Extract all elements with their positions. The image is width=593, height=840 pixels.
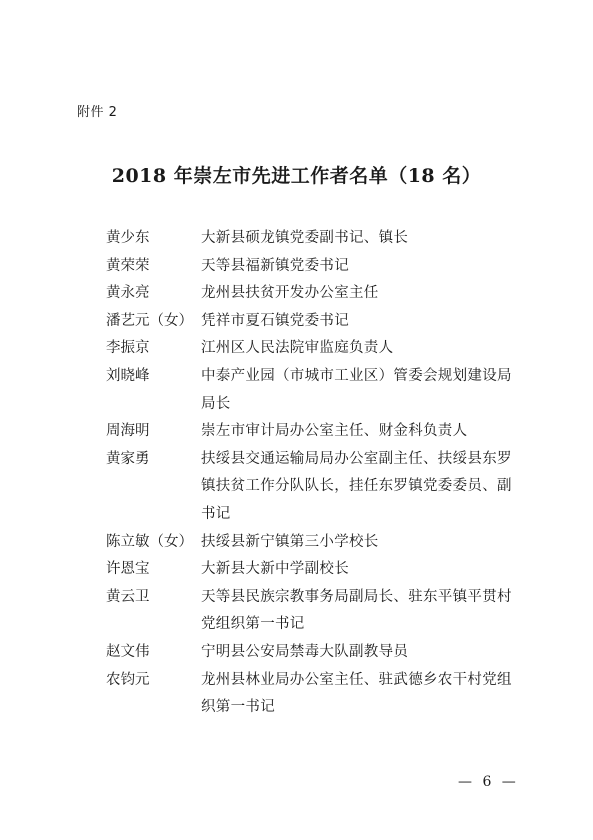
document-title: 2018 年崇左市先进工作者名单（18 名） — [111, 165, 482, 187]
awardee-position: 大新县大新中学副校长 — [201, 561, 349, 578]
awardee-name: 黄云卫 — [106, 588, 150, 605]
awardee-name: 周海明 — [106, 423, 150, 440]
awardee-position: 江州区人民法院审监庭负责人 — [201, 340, 394, 357]
awardee-position: 凭祥市夏石镇党委书记 — [201, 312, 349, 329]
page-number: — 6 — — [458, 774, 519, 790]
list-item — [106, 584, 526, 639]
awardee-name: 潘艺元（女） — [106, 312, 193, 329]
awardee-name: 刘晓峰 — [106, 367, 150, 384]
awardee-position: 扶绥县新宁镇第三小学校长 — [201, 533, 379, 550]
list-item — [106, 556, 526, 584]
awardee-position: 扶绥县交通运输局局办公室副主任、扶绥县东罗镇扶贫工作分队队长，挂任东罗镇党委委员、副书记 — [201, 450, 512, 522]
list-item — [106, 253, 526, 281]
list-item — [106, 529, 526, 557]
awardee-position: 龙州县扶贫开发办公室主任 — [201, 285, 379, 302]
awardee-name: 黄家勇 — [106, 450, 150, 467]
awardee-position: 宁明县公安局禁毒大队副教导员 — [201, 643, 409, 660]
awardee-name: 黄少东 — [106, 230, 150, 246]
awardee-position: 龙州县林业局办公室主任、驻武德乡农干村党组织第一书记 — [201, 671, 512, 716]
list-item — [106, 418, 526, 446]
awardee-name: 黄永亮 — [106, 285, 150, 302]
list-item — [106, 225, 526, 253]
list-item — [106, 639, 526, 667]
awardee-name: 赵文伟 — [106, 643, 150, 660]
awardee-position: 中泰产业园（市城市工业区）管委会规划建设局局长 — [201, 367, 512, 412]
list-item — [106, 446, 526, 529]
list-item — [106, 667, 526, 722]
awardee-position: 天等县福新镇党委书记 — [201, 257, 349, 274]
list-item — [106, 308, 526, 336]
awardee-name: 黄荣荣 — [106, 257, 150, 274]
awardee-position: 大新县硕龙镇党委副书记、镇长 — [201, 230, 409, 246]
awardee-position: 天等县民族宗教事务局副局长、驻东平镇平贯村党组织第一书记 — [201, 588, 512, 633]
list-item — [106, 335, 526, 363]
list-item — [106, 363, 526, 418]
attachment-label: 附件 2 — [77, 105, 118, 120]
awardee-name: 陈立敏（女） — [106, 533, 193, 550]
awardee-list — [106, 225, 526, 722]
awardee-position: 崇左市审计局办公室主任、财金科负责人 — [201, 423, 468, 440]
awardee-name: 李振京 — [106, 340, 150, 357]
awardee-name: 许恩宝 — [106, 561, 150, 578]
list-item — [106, 280, 526, 308]
awardee-name: 农钧元 — [106, 671, 150, 688]
